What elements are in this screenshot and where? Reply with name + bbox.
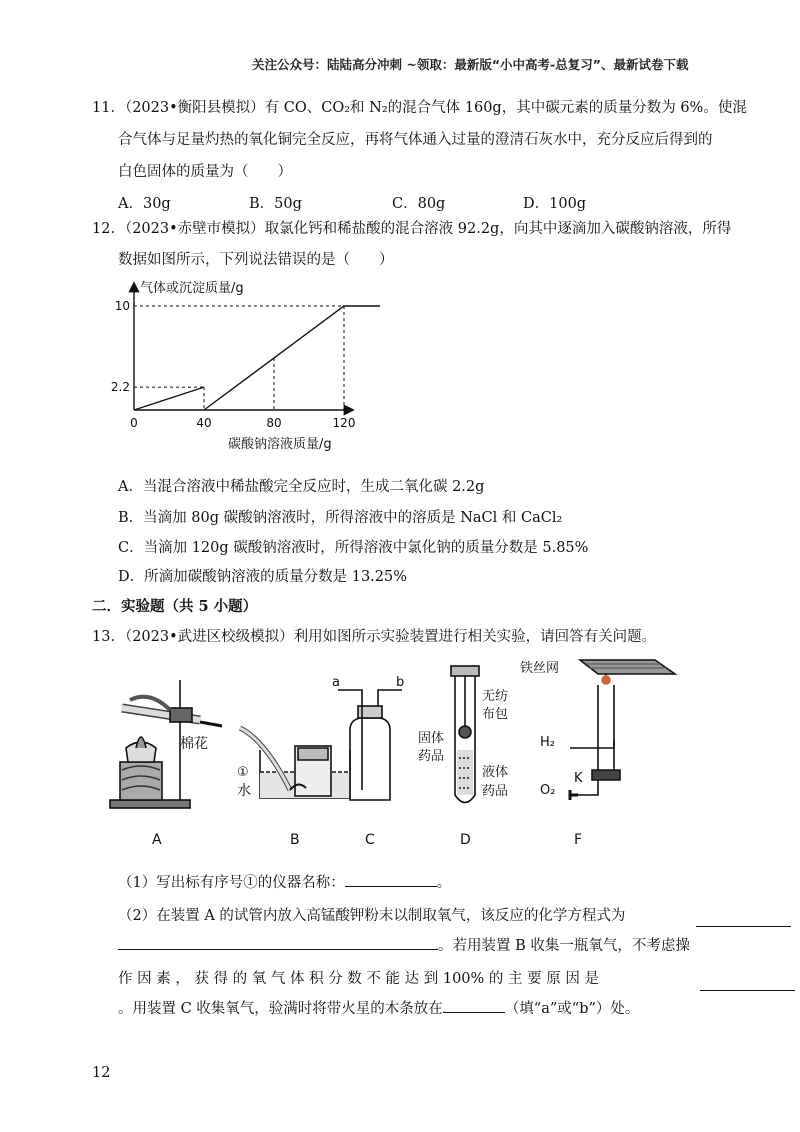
x-tick-label: 120 bbox=[332, 416, 356, 430]
q11-option-b: B．50g bbox=[249, 196, 302, 212]
answer-blank-2a[interactable] bbox=[696, 912, 791, 927]
answer-blank-3[interactable] bbox=[700, 976, 795, 991]
answer-blank-2b[interactable] bbox=[118, 935, 438, 950]
label-b: b bbox=[396, 675, 405, 690]
q13-sub2-line2 bbox=[118, 935, 690, 957]
q12-line2: 数据如图所示，下列说法错误的是（ ） bbox=[118, 252, 394, 268]
label-solid-2: 药品 bbox=[418, 749, 445, 764]
q11-option-a: A．30g bbox=[118, 196, 171, 212]
answer-blank-4[interactable] bbox=[443, 998, 505, 1013]
q13-sub1 bbox=[118, 872, 451, 894]
answer-blank-1[interactable] bbox=[345, 872, 437, 887]
apparatus-d bbox=[451, 666, 479, 803]
label-liquid: 液体 bbox=[482, 765, 509, 780]
q11-option-c: C．80g bbox=[392, 196, 446, 212]
y-tick-label: 10 bbox=[114, 299, 130, 313]
q11-line1: 11．（2023•衡阳县模拟）有 CO、CO₂和 N₂的混合气体 160g，其中碳元素的质量分数为 6%。使混 bbox=[92, 100, 747, 116]
series-line-1 bbox=[204, 306, 380, 410]
x-tick-label: 40 bbox=[196, 416, 212, 430]
apparatus-label-b: B bbox=[290, 832, 300, 848]
q12-option-a: A．当混合溶液中稀盐酸完全反应时，生成二氧化碳 2.2g bbox=[118, 479, 485, 495]
q13-sub2-line4 bbox=[118, 998, 639, 1020]
label-circle-1: ① bbox=[237, 765, 249, 780]
series-line-0 bbox=[134, 387, 204, 410]
q12-option-d: D．所滴加碳酸钠溶液的质量分数是 13.25% bbox=[118, 569, 408, 585]
q11-line3: 白色固体的质量为（ ） bbox=[118, 164, 292, 180]
label-solid: 固体 bbox=[418, 731, 445, 746]
q11-option-d: D．100g bbox=[523, 196, 587, 212]
q13-sub2-c: 作 因 素 ， 获 得 的 氧 气 体 积 分 数 不 能 达 到 100% 的 主 要 原 因 是 bbox=[118, 971, 599, 987]
label-cloth: 无纺 bbox=[482, 689, 509, 704]
apparatus-label-c: C bbox=[365, 832, 375, 848]
q13-sub2-a: （2）在装置 A 的试管内放入高锰酸钾粉末以制取氧气，该反应的化学方程式为 bbox=[118, 908, 626, 924]
q13-line1: 13．（2023•武进区校级模拟）利用如图所示实验装置进行相关实验，请回答有关问题。 bbox=[92, 629, 657, 645]
page-number: 12 bbox=[92, 1065, 111, 1081]
x-tick-label: 0 bbox=[130, 416, 138, 430]
q13-sub1-end: 。 bbox=[436, 875, 452, 891]
apparatus-label-a: A bbox=[152, 832, 162, 848]
q13-sub1-text: （1）写出标有序号①的仪器名称： bbox=[118, 875, 345, 891]
label-h2: H₂ bbox=[540, 735, 555, 750]
q13-sub2-e: （填“a”或“b”）处。 bbox=[504, 1001, 640, 1017]
q13-apparatus-figure bbox=[100, 650, 700, 850]
x-tick-label: 80 bbox=[266, 416, 282, 430]
label-water: 水 bbox=[237, 783, 251, 799]
apparatus-b bbox=[240, 728, 350, 798]
apparatus-label-d: D bbox=[460, 832, 471, 848]
page-header: 关注公众号：陆陆高分冲刺 ~领取：最新版“小中高考-总复习”、最新试卷下载 bbox=[252, 57, 689, 72]
q13-sub2-line1 bbox=[118, 905, 625, 927]
q11-line2: 合气体与足量灼热的氧化铜完全反应，再将气体通入过量的澄清石灰水中，充分反应后得到的 bbox=[118, 132, 713, 148]
q12-line1: 12．（2023•赤壁市模拟）取氯化钙和稀盐酸的混合溶液 92.2g，向其中逐滴加入碳酸钠溶液，所得 bbox=[92, 221, 732, 237]
apparatus-label-f: F bbox=[574, 832, 583, 848]
q12-option-c: C．当滴加 120g 碳酸钠溶液时，所得溶液中氯化钠的质量分数是 5.85% bbox=[118, 540, 589, 556]
label-o2: O₂ bbox=[540, 783, 556, 798]
label-cotton: 棉花 bbox=[180, 736, 208, 752]
x-axis-label: 碳酸钠溶液质量/g bbox=[228, 437, 332, 452]
label-k: K bbox=[574, 771, 583, 786]
apparatus-f bbox=[570, 660, 675, 800]
y-tick-label: 2.2 bbox=[110, 380, 130, 395]
label-cloth-2: 布包 bbox=[482, 707, 509, 722]
q12-option-b: B．当滴加 80g 碳酸钠溶液时，所得溶液中的溶质是 NaCl 和 CaCl₂ bbox=[118, 510, 563, 526]
q13-sub2-b: 。若用装置 B 收集一瓶氧气，不考虑操 bbox=[438, 938, 690, 954]
section-title: 二．实验题（共 5 小题） bbox=[92, 598, 258, 615]
label-mesh: 铁丝网 bbox=[520, 661, 560, 676]
y-axis-label: 气体或沉淀质量/g bbox=[140, 281, 244, 296]
label-a: a bbox=[332, 675, 340, 690]
label-liquid-2: 药品 bbox=[482, 784, 509, 799]
q12-chart bbox=[100, 278, 380, 460]
q13-sub2-line3 bbox=[118, 968, 599, 990]
q13-sub2-d: 。用装置 C 收集氧气，验满时将带火星的木条放在 bbox=[118, 1001, 443, 1017]
